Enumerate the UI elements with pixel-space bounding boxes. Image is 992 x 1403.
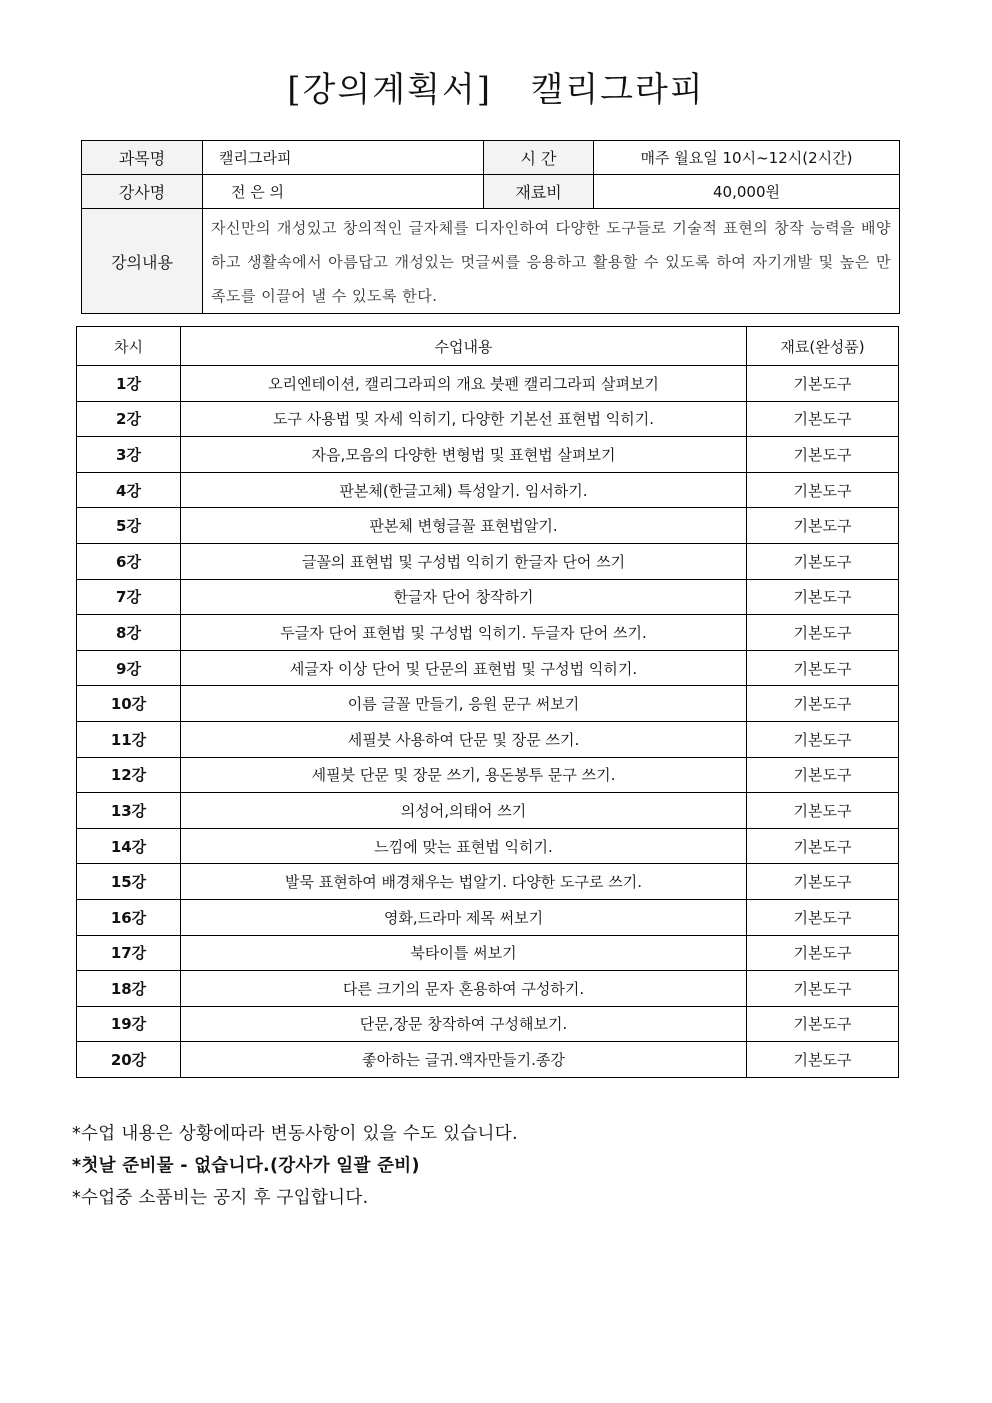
session-cell: 17강 — [77, 935, 181, 971]
table-row — [77, 828, 899, 864]
session-cell: 11강 — [77, 721, 181, 757]
table-row — [77, 899, 899, 935]
content-cell: 이름 글꼴 만들기, 응원 문구 써보기 — [181, 686, 747, 722]
session-cell: 6강 — [77, 543, 181, 579]
note-purchase: *수업중 소품비는 공지 후 구입합니다. — [72, 1188, 369, 1208]
table-row — [77, 401, 899, 437]
content-cell: 느낌에 맞는 표현법 익히기. — [181, 828, 747, 864]
session-cell: 9강 — [77, 650, 181, 686]
material-cell: 기본도구 — [747, 686, 899, 722]
table-row — [77, 935, 899, 971]
table-row — [77, 579, 899, 615]
material-cell: 기본도구 — [747, 971, 899, 1007]
session-cell: 10강 — [77, 686, 181, 722]
session-cell: 20강 — [77, 1042, 181, 1078]
material-cell: 기본도구 — [747, 472, 899, 508]
schedule-table — [76, 326, 899, 1078]
content-cell: 의성어,의태어 쓰기 — [181, 793, 747, 829]
table-row — [77, 1042, 899, 1078]
table-row — [77, 615, 899, 651]
material-cell: 기본도구 — [747, 899, 899, 935]
material-cell: 기본도구 — [747, 828, 899, 864]
subject-value: 캘리그라피 — [203, 141, 484, 175]
content-cell: 세필붓 사용하여 단문 및 장문 쓰기. — [181, 721, 747, 757]
session-cell: 4강 — [77, 472, 181, 508]
instructor-value: 전 은 의 — [203, 175, 484, 209]
time-value: 매주 월요일 10시~12시(2시간) — [594, 141, 900, 175]
material-cell: 기본도구 — [747, 864, 899, 900]
session-cell: 18강 — [77, 971, 181, 1007]
material-cell: 기본도구 — [747, 615, 899, 651]
content-cell: 세필붓 단문 및 장문 쓰기, 용돈봉투 문구 쓰기. — [181, 757, 747, 793]
info-row-subject — [82, 141, 900, 175]
table-row — [77, 650, 899, 686]
content-cell: 단문,장문 창작하여 구성해보기. — [181, 1006, 747, 1042]
page-title: [강의계획서] 캘리그라피 — [287, 70, 705, 110]
table-row — [77, 1006, 899, 1042]
session-cell: 5강 — [77, 508, 181, 544]
content-cell: 도구 사용법 및 자세 익히기, 다양한 기본선 표현법 익히기. — [181, 401, 747, 437]
instructor-label: 강사명 — [82, 175, 203, 209]
content-cell: 발묵 표현하여 배경채우는 법알기. 다양한 도구로 쓰기. — [181, 864, 747, 900]
table-row — [77, 793, 899, 829]
material-cell: 기본도구 — [747, 508, 899, 544]
material-cell: 기본도구 — [747, 437, 899, 473]
session-cell: 8강 — [77, 615, 181, 651]
content-cell: 판본체 변형글꼴 표현법알기. — [181, 508, 747, 544]
session-cell: 7강 — [77, 579, 181, 615]
table-row — [77, 437, 899, 473]
content-cell: 한글자 단어 창작하기 — [181, 579, 747, 615]
schedule-header-row — [77, 327, 899, 366]
session-cell: 2강 — [77, 401, 181, 437]
session-cell: 1강 — [77, 366, 181, 402]
content-cell: 좋아하는 글귀.액자만들기.종강 — [181, 1042, 747, 1078]
table-row — [77, 543, 899, 579]
time-label: 시 간 — [484, 141, 594, 175]
content-cell: 영화,드라마 제목 써보기 — [181, 899, 747, 935]
content-cell: 세글자 이상 단어 및 단문의 표현법 및 구성법 익히기. — [181, 650, 747, 686]
content-cell: 자음,모음의 다양한 변형법 및 표현법 살펴보기 — [181, 437, 747, 473]
material-cell: 기본도구 — [747, 721, 899, 757]
info-row-content — [82, 209, 900, 314]
material-cell: 기본도구 — [747, 1042, 899, 1078]
subject-label: 과목명 — [82, 141, 203, 175]
content-cell: 글꼴의 표현법 및 구성법 익히기 한글자 단어 쓰기 — [181, 543, 747, 579]
info-row-instructor — [82, 175, 900, 209]
table-row — [77, 971, 899, 1007]
header-session: 차시 — [77, 327, 181, 366]
session-cell: 12강 — [77, 757, 181, 793]
content-cell: 두글자 단어 표현법 및 구성법 익히기. 두글자 단어 쓰기. — [181, 615, 747, 651]
header-material: 재료(완성품) — [747, 327, 899, 366]
note-supplies: *첫날 준비물 - 없습니다.(강사가 일괄 준비) — [72, 1156, 420, 1176]
material-cell: 기본도구 — [747, 793, 899, 829]
table-row — [77, 366, 899, 402]
session-cell: 13강 — [77, 793, 181, 829]
session-cell: 14강 — [77, 828, 181, 864]
content-description: 자신만의 개성있고 창의적인 글자체를 디자인하여 다양한 도구들로 기술적 표현의 창작 능력을 배양하고 생활속에서 아름답고 개성있는 멋글씨를 응용하고 활용할 수 있도록 하여 자기개발 및 높은 만족도를 이끌어 낼 수 있도록 한다. — [203, 209, 900, 314]
fee-label: 재료비 — [484, 175, 594, 209]
table-row — [77, 864, 899, 900]
session-cell: 15강 — [77, 864, 181, 900]
session-cell: 19강 — [77, 1006, 181, 1042]
material-cell: 기본도구 — [747, 543, 899, 579]
content-cell: 판본체(한글고체) 특성알기. 임서하기. — [181, 472, 747, 508]
material-cell: 기본도구 — [747, 401, 899, 437]
table-row — [77, 472, 899, 508]
session-cell: 16강 — [77, 899, 181, 935]
note-change: *수업 내용은 상황에따라 변동사항이 있을 수도 있습니다. — [72, 1124, 518, 1144]
material-cell: 기본도구 — [747, 650, 899, 686]
course-info-table — [81, 140, 900, 314]
table-row — [77, 757, 899, 793]
content-label: 강의내용 — [82, 209, 203, 314]
header-content: 수업내용 — [181, 327, 747, 366]
table-row — [77, 721, 899, 757]
material-cell: 기본도구 — [747, 935, 899, 971]
content-cell: 오리엔테이션, 캘리그라피의 개요 붓펜 캘리그라피 살펴보기 — [181, 366, 747, 402]
material-cell: 기본도구 — [747, 366, 899, 402]
content-cell: 다른 크기의 문자 혼용하여 구성하기. — [181, 971, 747, 1007]
content-cell: 북타이틀 써보기 — [181, 935, 747, 971]
material-cell: 기본도구 — [747, 579, 899, 615]
fee-value: 40,000원 — [594, 175, 900, 209]
material-cell: 기본도구 — [747, 1006, 899, 1042]
table-row — [77, 686, 899, 722]
session-cell: 3강 — [77, 437, 181, 473]
material-cell: 기본도구 — [747, 757, 899, 793]
notes — [72, 1118, 518, 1214]
table-row — [77, 508, 899, 544]
